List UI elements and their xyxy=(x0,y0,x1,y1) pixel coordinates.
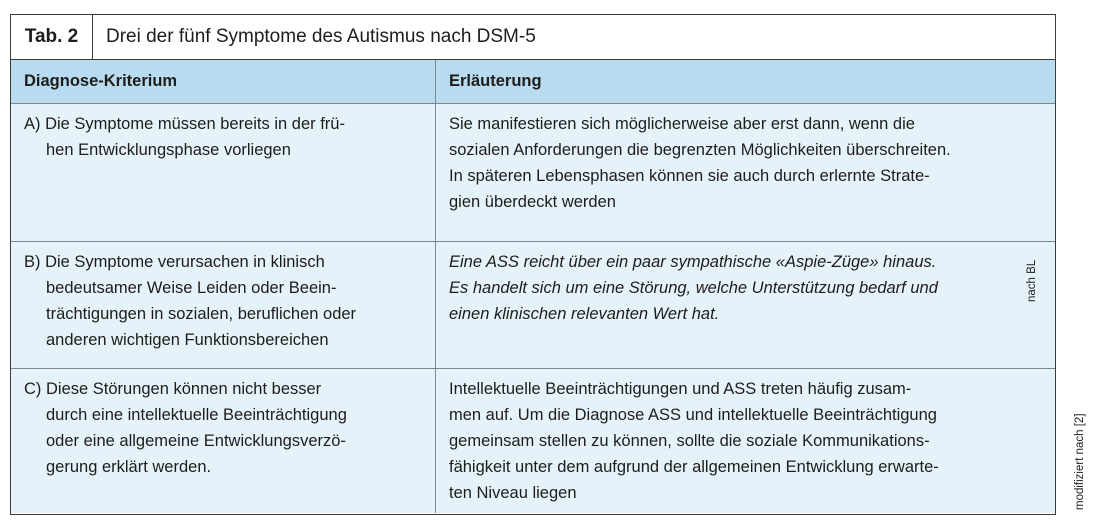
criterion-line: C) Diese Störungen können nicht besser xyxy=(24,380,322,398)
table-caption xyxy=(11,15,1055,60)
explanation-line: Eine ASS reicht über ein paar sympathische «Aspie-Züge» hinaus. xyxy=(449,253,937,271)
criterion-line: gerung erklärt werden. xyxy=(46,458,212,476)
table-row xyxy=(11,369,1055,513)
criterion-cell xyxy=(11,104,436,241)
explanation-line: fähigkeit unter dem aufgrund der allgemeinen Entwicklung erwarte- xyxy=(449,458,939,476)
explanation-line: gien überdeckt werden xyxy=(449,193,616,211)
explanation-cell xyxy=(436,104,1055,241)
table-number: Tab. 2 xyxy=(11,15,93,59)
criterion-cell xyxy=(11,242,436,368)
explanation-line: In späteren Lebensphasen können sie auch durch erlernte Strate- xyxy=(449,167,930,185)
criterion-line: hen Entwicklungsphase vorliegen xyxy=(46,141,291,159)
source-note-inner: nach BL xyxy=(1026,259,1038,302)
explanation-line: gemeinsam stellen zu können, sollte die soziale Kommunikations- xyxy=(449,432,930,450)
header-criterion: Diagnose-Kriterium xyxy=(11,60,436,103)
explanation-line: Sie manifestieren sich möglicherweise aber erst dann, wenn die xyxy=(449,115,915,133)
criterion-line: durch eine intellektuelle Beeinträchtigung xyxy=(46,406,347,424)
explanation-line: men auf. Um die Diagnose ASS und intellektuelle Beeinträchtigung xyxy=(449,406,937,424)
criterion-line: oder eine allgemeine Entwicklungsverzö- xyxy=(46,432,346,450)
explanation-line: Es handelt sich um eine Störung, welche Unterstützung bedarf und xyxy=(449,279,938,297)
explanation-line: sozialen Anforderungen die begrenzten Möglichkeiten überschreiten. xyxy=(449,141,951,159)
explanation-cell xyxy=(436,242,1055,368)
explanation-line: Intellektuelle Beeinträchtigungen und ASS treten häufig zusam- xyxy=(449,380,912,398)
table-header-row xyxy=(11,60,1055,104)
criterion-line: bedeutsamer Weise Leiden oder Beein- xyxy=(46,279,337,297)
source-note-outer: modifiziert nach [2] xyxy=(1074,413,1086,510)
criterion-line: A) Die Symptome müssen bereits in der frü- xyxy=(24,115,345,133)
table-row xyxy=(11,104,1055,242)
criterion-cell xyxy=(11,369,436,513)
explanation-line: ten Niveau liegen xyxy=(449,484,577,502)
symptom-table xyxy=(10,14,1056,515)
criterion-line: anderen wichtigen Funktionsbereichen xyxy=(46,331,329,349)
criterion-line: trächtigungen in sozialen, beruflichen oder xyxy=(46,305,357,323)
explanation-line: einen klinischen relevanten Wert hat. xyxy=(449,305,720,323)
criterion-line: B) Die Symptome verursachen in klinisch xyxy=(24,253,325,271)
table-row xyxy=(11,242,1055,369)
header-explanation: Erläuterung xyxy=(449,72,542,90)
explanation-cell xyxy=(436,369,1055,513)
table-title: Drei der fünf Symptome des Autismus nach DSM-5 xyxy=(106,26,536,47)
